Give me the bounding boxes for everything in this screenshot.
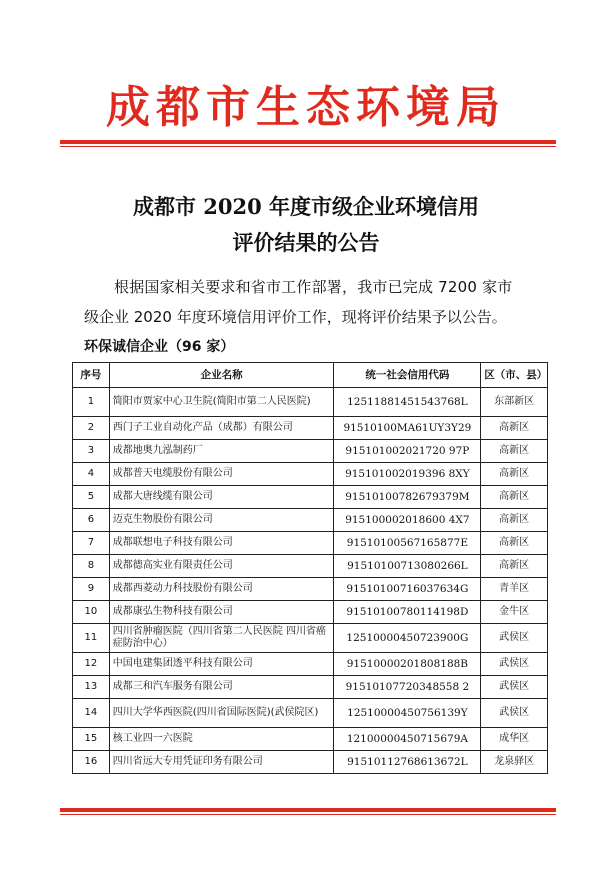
table-row [73, 509, 548, 532]
table-row [73, 751, 548, 774]
row-name: 四川大学华西医院(四川省国际医院)(武侯院区) [109, 699, 334, 728]
row-district: 高新区 [481, 555, 548, 578]
row-name: 四川省远大专用凭证印务有限公司 [109, 751, 334, 774]
header-rule-thick [60, 140, 556, 144]
row-district: 成华区 [481, 728, 548, 751]
row-code: 91510112768613672L [334, 751, 481, 774]
org-header-title: 成都市生态环境局 [106, 82, 506, 133]
table-row [73, 463, 548, 486]
header-no: 序号 [73, 363, 110, 388]
table-row [73, 728, 548, 751]
row-code: 91510100567165877E [334, 532, 481, 555]
row-no: 15 [73, 728, 110, 751]
row-no: 6 [73, 509, 110, 532]
enterprise-table [72, 362, 548, 774]
section-heading: 环保诚信企业（96 家） [84, 339, 235, 355]
row-district: 金牛区 [481, 601, 548, 624]
row-district: 高新区 [481, 509, 548, 532]
table-row [73, 417, 548, 440]
intro-line1: 根据国家相关要求和省市工作部署，我市已完成 7200 家市 [114, 278, 513, 296]
row-no: 12 [73, 653, 110, 676]
row-name: 成都康弘生物科技有限公司 [109, 601, 334, 624]
table-row [73, 555, 548, 578]
row-district: 龙泉驿区 [481, 751, 548, 774]
row-code: 91510107720348558 2 [334, 676, 481, 699]
row-no: 2 [73, 417, 110, 440]
table-row [73, 653, 548, 676]
table-row [73, 624, 548, 653]
row-name: 简阳市贾家中心卫生院(简阳市第二人民医院) [109, 388, 334, 417]
row-name: 迈克生物股份有限公司 [109, 509, 334, 532]
row-code: 12511881451543768L [334, 388, 481, 417]
table-row [73, 578, 548, 601]
row-name: 成都普天电缆股份有限公司 [109, 463, 334, 486]
row-district: 武侯区 [481, 653, 548, 676]
intro-line2: 级企业 2020 年度环境信用评价工作，现将评价结果予以公告。 [84, 308, 507, 326]
row-name: 成都联想电子科技有限公司 [109, 532, 334, 555]
row-name: 成都大唐线缆有限公司 [109, 486, 334, 509]
row-code: 91510100713080266L [334, 555, 481, 578]
row-name: 成都三和汽车服务有限公司 [109, 676, 334, 699]
row-district: 东部新区 [481, 388, 548, 417]
row-district: 武侯区 [481, 699, 548, 728]
header-rule-thin [60, 146, 556, 147]
row-district: 高新区 [481, 532, 548, 555]
doc-title-line2: 评价结果的公告 [232, 230, 380, 255]
table-header-row [73, 363, 548, 388]
row-code: 91510100782679379M [334, 486, 481, 509]
row-name: 西门子工业自动化产品（成都）有限公司 [109, 417, 334, 440]
row-district: 高新区 [481, 417, 548, 440]
table-row [73, 388, 548, 417]
row-name: 中国电建集团透平科技有限公司 [109, 653, 334, 676]
row-no: 14 [73, 699, 110, 728]
row-code: 91510100780114198D [334, 601, 481, 624]
row-no: 3 [73, 440, 110, 463]
row-name: 成都德高实业有限责任公司 [109, 555, 334, 578]
footer-rule-thick [60, 808, 556, 812]
row-no: 9 [73, 578, 110, 601]
row-no: 4 [73, 463, 110, 486]
row-no: 13 [73, 676, 110, 699]
row-code: 915101002019396 8XY [334, 463, 481, 486]
row-district: 青羊区 [481, 578, 548, 601]
row-code: 12510000450756139Y [334, 699, 481, 728]
row-district: 武侯区 [481, 624, 548, 653]
row-code: 12510000450723900G [334, 624, 481, 653]
row-district: 武侯区 [481, 676, 548, 699]
doc-title-line1: 成都市 2020 年度市级企业环境信用 [132, 194, 480, 219]
row-no: 5 [73, 486, 110, 509]
row-district: 高新区 [481, 463, 548, 486]
row-no: 8 [73, 555, 110, 578]
header-district: 区（市、县） [481, 363, 548, 388]
row-code: 91510100MA61UY3Y29 [334, 417, 481, 440]
row-no: 7 [73, 532, 110, 555]
row-no: 10 [73, 601, 110, 624]
table-row [73, 601, 548, 624]
row-name: 成都西菱动力科技股份有限公司 [109, 578, 334, 601]
row-code: 91510000201808188B [334, 653, 481, 676]
row-code: 915100002018600 4X7 [334, 509, 481, 532]
row-district: 高新区 [481, 486, 548, 509]
footer-rule-thin [60, 814, 556, 815]
row-code: 915101002021720 97P [334, 440, 481, 463]
row-name: 核工业四一六医院 [109, 728, 334, 751]
row-district: 高新区 [481, 440, 548, 463]
row-code: 12100000450715679A [334, 728, 481, 751]
row-no: 11 [73, 624, 110, 653]
row-no: 1 [73, 388, 110, 417]
row-name: 四川省肿瘤医院（四川省第二人民医院 四川省癌症防治中心） [109, 624, 334, 653]
row-no: 16 [73, 751, 110, 774]
row-name: 成都地奥九泓制药厂 [109, 440, 334, 463]
row-code: 91510100716037634G [334, 578, 481, 601]
header-code: 统一社会信用代码 [334, 363, 481, 388]
table-row [73, 676, 548, 699]
header-name: 企业名称 [109, 363, 334, 388]
table-row [73, 486, 548, 509]
table-row [73, 440, 548, 463]
table-row [73, 532, 548, 555]
table-row [73, 699, 548, 728]
